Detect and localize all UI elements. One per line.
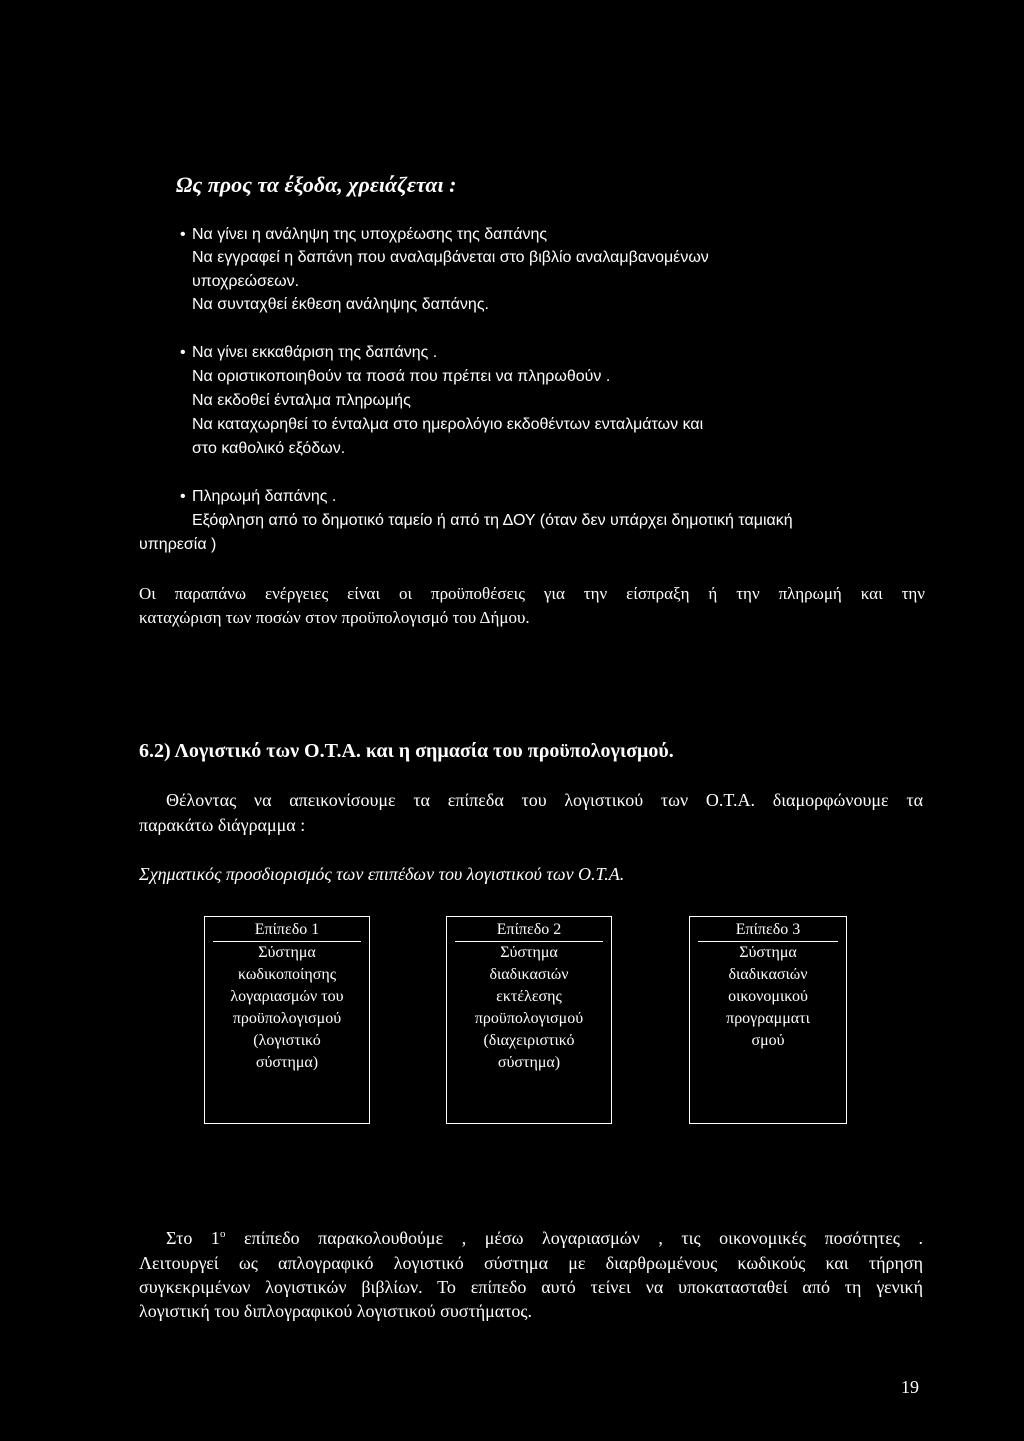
expenses-group2-line5: στο καθολικό εξόδων.	[192, 440, 346, 457]
expenses-group2-line2: Να οριστικοποιηθούν τα ποσά που πρέπει να πληρωθούν .	[192, 368, 611, 385]
closing-line1-sup: ο	[219, 1228, 226, 1240]
level-box-3	[689, 916, 847, 1124]
closing-line1-pre: Στο 1	[166, 1228, 220, 1248]
expenses-group2-line3: Να εκδοθεί ένταλμα πληρωμής	[192, 392, 411, 409]
level-line: Σύστημα	[739, 944, 797, 961]
level-line: σμού	[751, 1032, 785, 1049]
level-line: (διαχειριστικό	[483, 1032, 575, 1049]
level-line: Σύστημα	[500, 944, 558, 961]
expenses-group1-line3: υποχρεώσεων.	[192, 273, 300, 290]
level-line: σύστημα)	[255, 1054, 319, 1071]
closing-line2: Λειτουργεί ως απλογραφικό λογιστικό σύστημα με διαρθρωμένους κωδικούς και τήρηση	[139, 1253, 923, 1273]
level-line: διαδικασιών	[489, 966, 569, 983]
level-line: εκτέλεσης	[496, 988, 562, 1005]
level-title: Επίπεδο 2	[455, 919, 603, 942]
expenses-heading: Ως προς τα έξοδα, χρειάζεται :	[176, 172, 457, 197]
expenses-summary-line1: Οι παραπάνω ενέργειες είναι οι προϋποθέσεις για την είσπραξη ή την πληρωμή και την	[139, 584, 925, 603]
expenses-group1-line2: Να εγγραφεί η δαπάνη που αναλαμβάνεται στο βιβλίο αναλαμβανομένων	[192, 249, 709, 266]
section-intro-line1: Θέλοντας να απεικονίσουμε τα επίπεδα του λογιστικού των Ο.Τ.Α. διαμορφώνουμε τα	[166, 790, 923, 810]
expenses-group3-line1: • Πληρωμή δαπάνης .	[180, 488, 336, 506]
level-line: Σύστημα	[258, 944, 316, 961]
expenses-group1-line4: Να συνταχθεί έκθεση ανάληψης δαπάνης.	[192, 296, 489, 313]
closing-line3: συγκεκριμένων λογιστικών βιβλίων. Το επίπεδο αυτό τείνει να υποκατασταθεί από τη γενική	[139, 1277, 923, 1297]
level-line: (λογιστικό	[253, 1032, 321, 1049]
level-line: λογαριασμών του	[230, 988, 344, 1005]
level-box-1	[204, 916, 370, 1124]
diagram-caption: Σχηματικός προσδιορισμός των επιπέδων του λογιστικού των Ο.Τ.Α.	[139, 864, 625, 884]
section-heading: 6.2) Λογιστικό των Ο.Τ.Α. και η σημασία του προϋπολογισμού.	[139, 740, 674, 762]
closing-line4: λογιστική του διπλογραφικού λογιστικού συστήματος.	[139, 1301, 533, 1321]
level-line: σύστημα)	[497, 1054, 561, 1071]
level-box-2	[446, 916, 612, 1124]
closing-line1-post: επίπεδο παρακολουθούμε , μέσω λογαριασμών , τις οικονομικές ποσότητες .	[225, 1228, 923, 1248]
expenses-group1-line1: • Να γίνει η ανάληψη της υποχρέωσης της δαπάνης	[180, 226, 547, 244]
level-line: κωδικοποίησης	[237, 966, 337, 983]
expenses-group3-line3: υπηρεσία )	[139, 536, 217, 553]
expenses-group2-line4: Να καταχωρηθεί το ένταλμα στο ημερολόγιο εκδοθέντων ενταλμάτων και	[192, 416, 704, 433]
expenses-summary-line2: καταχώριση των ποσών στον προϋπολογισμό του Δήμου.	[139, 608, 530, 627]
level-line: προϋπολογισμού	[474, 1010, 584, 1027]
level-title: Επίπεδο 1	[213, 919, 361, 942]
expenses-group3-line2: Εξόφληση από το δημοτικό ταμείο ή από τη ΔΟΥ (όταν δεν υπάρχει δημοτική ταμιακή	[192, 512, 793, 529]
level-line: οικονομικού	[728, 988, 808, 1005]
section-intro-line2: παρακάτω διάγραμμα :	[139, 815, 306, 835]
level-line: διαδικασιών	[728, 966, 808, 983]
closing-line1	[166, 1228, 923, 1249]
level-line: προϋπολογισμού	[232, 1010, 342, 1027]
level-line: προγραμματι	[726, 1010, 810, 1027]
expenses-group2-line1: • Να γίνει εκκαθάριση της δαπάνης .	[180, 344, 437, 362]
level-title: Επίπεδο 3	[698, 919, 838, 942]
page-number: 19	[901, 1377, 919, 1397]
